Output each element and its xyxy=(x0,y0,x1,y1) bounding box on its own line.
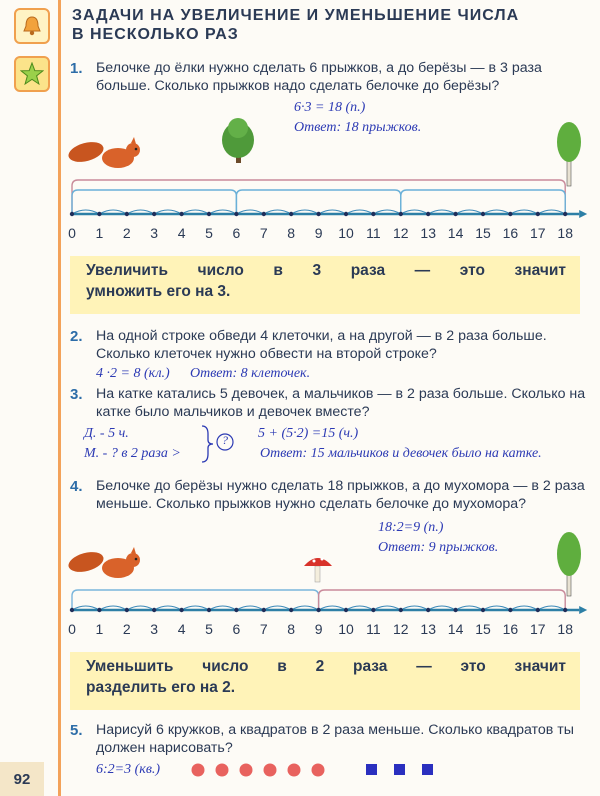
rule2-word: — xyxy=(416,658,432,675)
rule-1 xyxy=(86,260,566,302)
tick-dot xyxy=(508,212,512,216)
task-4-answer: Ответ: 9 прыжков. xyxy=(378,540,499,555)
tick-label: 16 xyxy=(502,621,519,637)
task-5-drawing xyxy=(180,758,440,782)
tick-label: 7 xyxy=(259,621,268,637)
tick-label: 4 xyxy=(177,621,186,637)
tick-dot xyxy=(371,608,375,612)
tick-dot xyxy=(97,212,101,216)
arc-half xyxy=(319,590,566,610)
brace-mark xyxy=(198,424,238,464)
axis-arrow xyxy=(579,606,587,614)
tick-dot xyxy=(207,212,211,216)
tick-dot xyxy=(289,212,293,216)
drawn-square xyxy=(394,764,405,775)
tick-label: 8 xyxy=(287,225,296,241)
rule-2-line-1 xyxy=(86,656,566,677)
tick-dot xyxy=(316,608,320,612)
tick-dot xyxy=(426,608,430,612)
tick-dot xyxy=(262,608,266,612)
tick-label: 1 xyxy=(95,621,104,637)
tick-label: 9 xyxy=(314,225,323,241)
tick-dot xyxy=(234,212,238,216)
rule1-word: в xyxy=(273,262,283,279)
rule1-word: — xyxy=(414,262,431,279)
mushroom-icon xyxy=(304,558,332,583)
tick-label: 3 xyxy=(150,621,159,637)
tick-label: 2 xyxy=(122,225,131,241)
task-2-answer: Ответ: 8 клеточек. xyxy=(190,366,311,381)
tick-label: 12 xyxy=(393,225,409,241)
drawn-circle xyxy=(312,764,325,777)
tick-label: 10 xyxy=(338,225,354,241)
number-line-2 xyxy=(0,520,600,640)
task-1-solution: 6·3 = 18 (п.) xyxy=(294,100,366,115)
tick-label: 14 xyxy=(447,225,464,241)
rule-1-line-1 xyxy=(86,260,566,281)
tick-dot xyxy=(563,212,567,216)
task-3-question-mark: ? xyxy=(222,433,228,447)
rule2-word: значит xyxy=(514,658,566,675)
rule2-word: это xyxy=(460,658,486,675)
task-5-solution: 6:2=3 (кв.) xyxy=(96,762,161,777)
tick-label: 5 xyxy=(205,225,213,241)
rule1-word: 3 xyxy=(312,262,322,279)
task-1-text: Белочке до ёлки нужно сделать 6 прыжков, а до берёзы — в 3 раза больше. Сколько прыжков надо сделать белочке до берёзы? xyxy=(96,60,542,94)
rule2-word: в xyxy=(277,658,287,675)
tick-label: 15 xyxy=(475,225,491,241)
drawn-circle xyxy=(192,764,205,777)
tick-label: 7 xyxy=(259,225,268,241)
tick-dot xyxy=(453,608,457,612)
drawn-circle xyxy=(216,764,229,777)
tick-dot xyxy=(234,608,238,612)
rule2-word: раза xyxy=(353,658,388,675)
drawn-circle xyxy=(240,764,253,777)
tick-dot xyxy=(289,608,293,612)
tick-label: 4 xyxy=(177,225,186,241)
birch-tree-icon xyxy=(557,122,581,186)
tick-dot xyxy=(344,608,348,612)
arc-group xyxy=(236,190,400,214)
task-4-text: Белочке до берёзы нужно сделать 18 прыжков, а до мухомора — в 2 раза меньше. Сколько прыжков нужно сделать белочке до мухомора? xyxy=(96,478,585,512)
tick-dot xyxy=(152,608,156,612)
drawn-square xyxy=(422,764,433,775)
tick-label: 9 xyxy=(314,621,323,637)
tick-dot xyxy=(70,212,74,216)
task-4-solution: 18:2=9 (п.) xyxy=(378,520,444,535)
tick-dot xyxy=(97,608,101,612)
tick-label: 16 xyxy=(502,225,519,241)
rule2-word: Уменьшить xyxy=(86,658,174,675)
title-line-2: В НЕСКОЛЬКО РАЗ xyxy=(72,26,239,43)
rule-2 xyxy=(86,656,566,698)
tick-dot xyxy=(481,212,485,216)
fir-tree-icon xyxy=(222,118,254,163)
tick-dot xyxy=(371,212,375,216)
tick-dot xyxy=(399,608,403,612)
tick-dot xyxy=(536,212,540,216)
tick-dot xyxy=(563,608,567,612)
tick-dot xyxy=(179,212,183,216)
tick-label: 12 xyxy=(393,621,409,637)
arc-half xyxy=(72,590,319,610)
tick-label: 6 xyxy=(232,225,241,241)
task-5-number: 5. xyxy=(70,722,83,739)
tick-label: 17 xyxy=(530,621,546,637)
tick-label: 0 xyxy=(68,621,76,637)
tick-label: 18 xyxy=(557,621,573,637)
rule1-word: значит xyxy=(514,262,566,279)
tick-label: 18 xyxy=(557,225,573,241)
tick-dot xyxy=(453,212,457,216)
birch-tree-icon xyxy=(557,532,581,596)
task-3-text: На катке катались 5 девочек, а мальчиков — в 2 раза больше. Сколько на катке было мальчиков и девочек вместе? xyxy=(96,386,586,420)
star-icon xyxy=(14,56,50,92)
tick-dot xyxy=(399,212,403,216)
tick-label: 6 xyxy=(232,621,241,637)
tick-label: 11 xyxy=(366,225,381,241)
tick-label: 13 xyxy=(420,225,436,241)
task-1-answer: Ответ: 18 прыжков. xyxy=(294,120,422,135)
tick-label: 15 xyxy=(475,621,491,637)
task-3-note-girls: Д. - 5 ч. xyxy=(84,426,129,441)
tick-label: 13 xyxy=(420,621,436,637)
task-2-solution: 4 ·2 = 8 (кл.) xyxy=(96,366,170,381)
squirrel-icon xyxy=(66,137,140,168)
squirrel-icon xyxy=(66,547,140,578)
tick-dot xyxy=(536,608,540,612)
arc-group xyxy=(401,190,565,214)
tick-dot xyxy=(179,608,183,612)
task-3-note-boys: М. - ? в 2 раза > xyxy=(84,446,181,461)
page-title xyxy=(72,6,519,44)
rule1-word: это xyxy=(459,262,485,279)
rule2-word: число xyxy=(202,658,249,675)
tick-label: 1 xyxy=(95,225,104,241)
task-4-number: 4. xyxy=(70,478,83,495)
task-1-number: 1. xyxy=(70,60,83,77)
drawn-circle xyxy=(264,764,277,777)
rule1-word: раза xyxy=(350,262,386,279)
drawn-square xyxy=(366,764,377,775)
tick-dot xyxy=(481,608,485,612)
tick-label: 8 xyxy=(287,621,296,637)
rule2-word: 2 xyxy=(315,658,325,675)
number-line-1 xyxy=(0,110,600,250)
tick-dot xyxy=(426,212,430,216)
tick-label: 14 xyxy=(447,621,464,637)
tick-label: 5 xyxy=(205,621,213,637)
tick-dot xyxy=(125,212,129,216)
rule-1-line-2: умножить его на 3. xyxy=(86,283,231,300)
tick-dot xyxy=(207,608,211,612)
task-5-text: Нарисуй 6 кружков, а квадратов в 2 раза меньше. Сколько квадратов ты должен нарисовать? xyxy=(96,722,574,756)
tick-dot xyxy=(262,212,266,216)
task-3-answer: Ответ: 15 мальчиков и девочек было на катке. xyxy=(260,446,542,461)
rule-2-line-2: разделить его на 2. xyxy=(86,679,236,696)
task-3-number: 3. xyxy=(70,386,83,403)
task-3-solution: 5 + (5·2) =15 (ч.) xyxy=(258,426,359,441)
tick-dot xyxy=(125,608,129,612)
axis-arrow xyxy=(579,210,587,218)
rule1-word: Увеличить xyxy=(86,262,169,279)
bell-icon xyxy=(14,8,50,44)
task-2-text: На одной строке обведи 4 клеточки, а на другой — в 2 раза больше. Сколько клеточек нужно обвести на второй строке? xyxy=(96,328,547,362)
page-number: 92 xyxy=(0,762,44,796)
tick-dot xyxy=(508,608,512,612)
drawn-circle xyxy=(288,764,301,777)
tick-label: 2 xyxy=(122,621,131,637)
task-2-number: 2. xyxy=(70,328,83,345)
rule1-word: число xyxy=(197,262,244,279)
tick-label: 11 xyxy=(366,621,381,637)
tick-dot xyxy=(316,212,320,216)
arc-total xyxy=(72,180,565,214)
tick-label: 17 xyxy=(530,225,546,241)
tick-label: 3 xyxy=(150,225,159,241)
tick-dot xyxy=(152,212,156,216)
arc-group xyxy=(72,190,236,214)
tick-dot xyxy=(344,212,348,216)
tick-label: 0 xyxy=(68,225,76,241)
tick-label: 10 xyxy=(338,621,354,637)
tick-dot xyxy=(70,608,74,612)
title-line-1: ЗАДАЧИ НА УВЕЛИЧЕНИЕ И УМЕНЬШЕНИЕ ЧИСЛА xyxy=(72,7,520,24)
